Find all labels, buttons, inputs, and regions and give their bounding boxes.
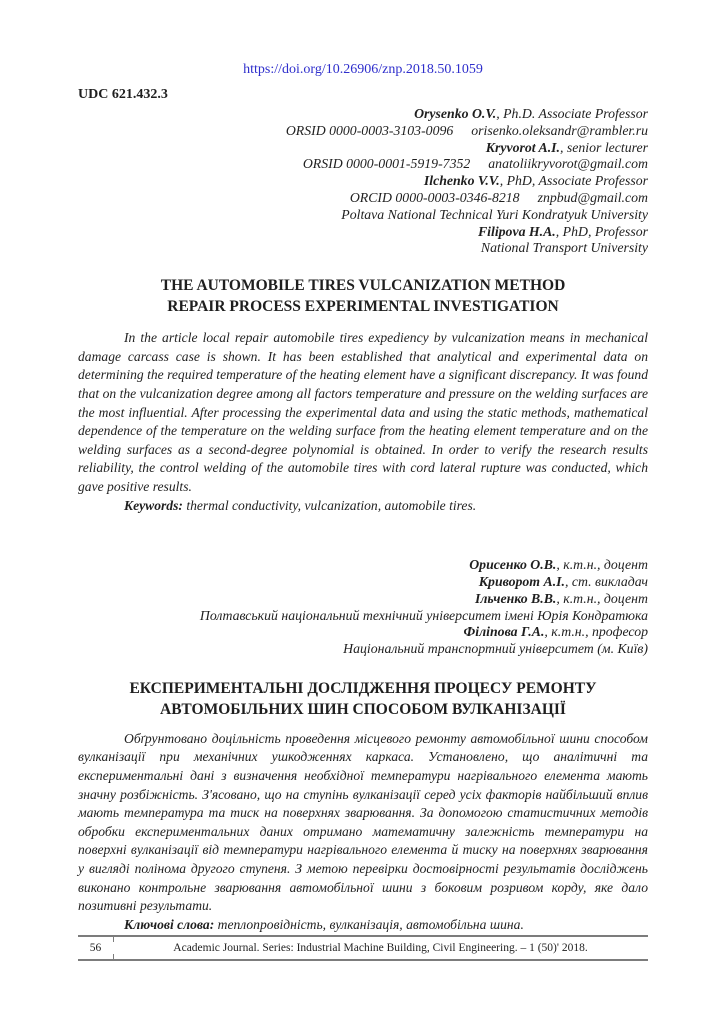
- author-orcid: ORSID 0000-0003-3103-0096: [285, 122, 454, 138]
- footer-divider-tick: [113, 937, 114, 942]
- abstract-uk: [78, 730, 648, 916]
- author-line: [78, 624, 648, 641]
- title-line-1: THE AUTOMOBILE TIRES VULCANIZATION METHOD: [160, 277, 566, 295]
- article-title-en: [78, 275, 648, 317]
- author-role: , к.т.н., доцент: [556, 590, 648, 606]
- doi-row: [78, 0, 648, 78]
- author-role: , к.т.н., професор: [544, 624, 648, 640]
- author-role: , ст. викладач: [564, 573, 648, 589]
- author-line: [78, 574, 648, 591]
- footer-rule-bottom: [78, 959, 648, 961]
- keywords-uk: [78, 916, 648, 935]
- udc-code: UDC 621.432.3: [78, 87, 168, 102]
- affiliation-text: Poltava National Technical Yuri Kondratyuk University: [341, 206, 648, 222]
- author-affiliation: [78, 608, 648, 625]
- abstract-en: [78, 329, 648, 496]
- author-name: Ilchenko V.V.: [423, 173, 500, 189]
- journal-title: Academic Journal. Series: Industrial Machine Building, Civil Engineering. – 1 (50)' 2018.: [173, 942, 588, 954]
- author-line: [78, 557, 648, 574]
- keywords-text-uk: теплопровідність, вулканізація, автомобільна шина.: [217, 916, 524, 932]
- author-role: , PhD, Professor: [555, 223, 648, 239]
- doi-link[interactable]: https://doi.org/10.26906/znp.2018.50.1059: [243, 62, 483, 77]
- author-orcid-line: [78, 123, 648, 140]
- title-line-2: REPAIR PROCESS EXPERIMENTAL INVESTIGATION: [167, 298, 559, 316]
- author-role: , к.т.н., доцент: [556, 557, 648, 573]
- author-name: Orysenko O.V.: [414, 106, 497, 121]
- affiliation-text: National Transport University: [480, 240, 648, 256]
- author-role: , PhD, Associate Professor: [499, 173, 648, 189]
- author-line: [78, 591, 648, 608]
- keywords-label-uk: Ключові слова:: [124, 916, 215, 932]
- author-email: znpbud@gmail.com: [537, 189, 648, 205]
- page-footer: [78, 935, 648, 961]
- author-orcid: ORCID 0000-0003-0346-8218: [349, 189, 520, 205]
- footer-row: [78, 937, 648, 959]
- author-line: [78, 173, 648, 190]
- author-orcid-line: [78, 190, 648, 207]
- affiliation-text: Полтавський національний технічний університет імені Юрія Кондратюка: [199, 607, 648, 623]
- author-name: Філіпова Г.А.: [463, 624, 545, 640]
- affiliation-text: Національний транспортний університет (м. Київ): [343, 641, 648, 657]
- author-name: Криворот А.І.: [478, 573, 565, 589]
- title-line-2: АВТОМОБІЛЬНИХ ШИН СПОСОБОМ ВУЛКАНІЗАЦІЇ: [160, 700, 566, 718]
- author-email: anatoliikryvorot@gmail.com: [488, 156, 648, 172]
- footer-divider-tick: [113, 954, 114, 959]
- abstract-text-en: In the article local repair automobile tires expediency by vulcanization means in mechanical damage carcass case is shown. It has been established that analytical and experimental data on determining the required temperature of the heating element have a significant discrepancy. It was found that on the vulcanization degree among all factors temperature and pressure on the welding surfaces are the most influential. After processing the experimental data and using the static methods, mathematical dependence of the temperature on the welding surface from the heating element temperature and on the welding surfaces as a second-degree polynomial is obtained. In order to verify the research results reliability, the control welding of the automobile tires with cord lateral rupture was conducted, which gave positive results.: [78, 330, 648, 494]
- author-affiliation: [78, 207, 648, 224]
- title-line-1: ЕКСПЕРИМЕНТАЛЬНІ ДОСЛІДЖЕННЯ ПРОЦЕСУ РЕМОНТУ: [129, 679, 597, 697]
- author-name: Орисенко О.В.: [469, 557, 557, 573]
- author-line: [78, 140, 648, 157]
- keywords-en: [78, 497, 648, 516]
- keywords-label-en: Keywords:: [124, 497, 183, 513]
- author-orcid-line: [78, 156, 648, 173]
- page-number: 56: [89, 942, 102, 954]
- keywords-text-en: thermal conductivity, vulcanization, automobile tires.: [186, 497, 477, 513]
- author-line: [78, 106, 648, 123]
- authors-block-en: [78, 106, 648, 257]
- author-affiliation: [78, 240, 648, 257]
- abstract-text-uk: Обґрунтовано доцільність проведення місцевого ремонту автомобільної шини способом вулканізації при механічних ушкодженнях каркаса. Установлено, що аналітичні та експериментальні дані з визначення необхідної температури нагрівального елемента мають значну розбіжність. З'ясовано, що на ступінь вулканізації серед усіх факторів найбільший вплив мають температура та тиск на поверхнях зварювання. За допомогою статистичних методів обробки експериментальних даних отримано математичну залежність температури на поверхні вулканізації від температури нагрівального елемента й тиску на поверхнях зварювання у вигляді полінома другого ступеня. З метою перевірки достовірності результатів досліджень виконано контрольне зварювання автомобільної шини з боковим розривом корду, яке дало позитивні результати.: [78, 730, 648, 914]
- author-name: Kryvorot A.I.: [485, 139, 560, 155]
- authors-block-uk: [78, 557, 648, 658]
- author-role: , senior lecturer: [559, 139, 648, 155]
- author-name: Ільченко В.В.: [474, 590, 557, 606]
- author-orcid: ORSID 0000-0001-5919-7352: [302, 156, 471, 172]
- article-title-uk: [78, 678, 648, 720]
- author-line: [78, 224, 648, 241]
- author-email: orisenko.oleksandr@rambler.ru: [471, 122, 648, 138]
- author-name: Filipova H.A.: [477, 223, 556, 239]
- author-role: , Ph.D. Associate Professor: [496, 106, 648, 121]
- author-affiliation: [78, 641, 648, 658]
